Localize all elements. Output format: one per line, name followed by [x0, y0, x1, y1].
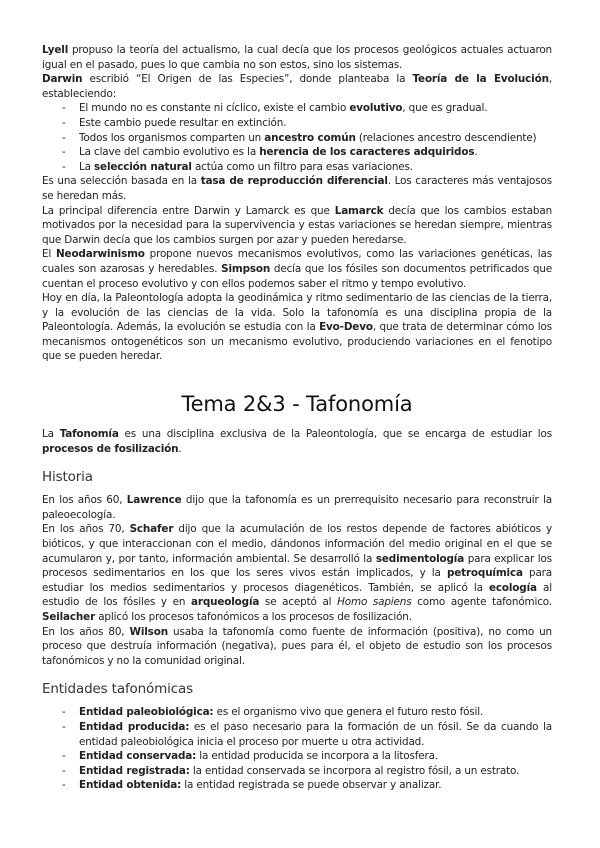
- list-item: - La selección natural actúa como un filtro para esas variaciones.: [42, 160, 552, 175]
- section-heading-historia: Historia: [42, 469, 93, 486]
- paragraph-anos-60: En los años 60, Lawrence dijo que la tafonomía es un prerrequisito necesario para reconstruir la paleoecología.: [42, 494, 552, 521]
- page-content: [42, 43, 552, 793]
- section-heading-entidades: Entidades tafonómicas: [42, 681, 194, 698]
- list-item: - Entidad paleobiológica: es el organismo vivo que genera el futuro resto fósil.: [42, 705, 552, 720]
- paragraph-seleccion: Es una selección basada en la tasa de reproducción diferencial. Los caracteres más ventajosos se heredan más.: [42, 175, 552, 202]
- list-item: - El mundo no es constante ni cíclico, existe el cambio evolutivo, que es gradual.: [42, 101, 552, 116]
- list-item: - Entidad producida: es el paso necesario para la formación de un fósil. Se da cuando la entidad paleobiológica inicia el proceso por muerte u otra actividad.: [42, 720, 552, 749]
- paragraph-anos-70: En los años 70, Schafer dijo que la acumulación de los restos depende de factores abióticos y bióticos, y que interaccionan con el medio, dándonos información del medio original en el que se acumularon y, por tanto, información ambiental. Se desarrolló la sedimentología para explicar los procesos sedimentarios en los que los seres vivos están implicados, y la petroquímica para estudiar los medios sedimentarios y procesos diagenéticos. También, se aplicó la ecología al estudio de los fósiles y en arqueología se aceptó al Homo sapiens como agente tafonómico. Seilacher aplicó los procesos tafonómicos a los procesos de fosilización.: [42, 523, 552, 623]
- paragraph-neodarwinismo: El Neodarwinismo propone nuevos mecanismos evolutivos, como las variaciones genéticas, las cuales son azarosas y heredables. Simpson decía que los fósiles son documentos petrificados que cuentan el proceso evolutivo y con ellos podemos saber el ritmo y tempo evolutivo.: [42, 248, 552, 290]
- entidades-list: [42, 705, 552, 793]
- paragraph-darwin: Darwin escribió “El Origen de las Especies”, donde planteaba la Teoría de la Evolución, estableciendo:: [42, 73, 552, 100]
- list-item: - Todos los organismos comparten un ancestro común (relaciones ancestro descendiente): [42, 131, 552, 146]
- page-title: Tema 2&3 - Tafonomía: [181, 392, 413, 417]
- paragraph-hoy: Hoy en día, la Paleontología adopta la geodinámica y ritmo sedimentario de las ciencias de la tierra, y la evolución de las ciencias de la vida. Solo la tafonomía es una disciplina propia de la Paleontología. Además, la evolución se estudia con la Evo-Devo, que trata de determinar cómo los mecanismos ontogenéticos son un mecanismo evolutivo, produciendo variaciones en el fenotipo que se pueden heredar.: [42, 292, 552, 363]
- paragraph-tafonomia: La Tafonomía es una disciplina exclusiva de la Paleontología, que se encarga de estudiar los procesos de fosilización.: [42, 428, 553, 455]
- list-item: - Entidad registrada: la entidad conservada se incorpora al registro fósil, a un estrato.: [42, 764, 552, 779]
- list-item: - La clave del cambio evolutivo es la herencia de los caracteres adquiridos.: [42, 145, 552, 160]
- list-item: - Entidad conservada: la entidad producida se incorpora a la litosfera.: [42, 749, 552, 764]
- list-item: - Entidad obtenida: la entidad registrada se puede observar y analizar.: [42, 778, 552, 793]
- paragraph-lamarck: La principal diferencia entre Darwin y Lamarck es que Lamarck decía que los cambios estaban motivados por la necesidad para la supervivencia y estas variaciones se heredan siempre, mientras que Darwin decía que los cambios surgen por azar y pueden heredarse.: [42, 204, 553, 246]
- paragraph-lyell: Lyell propuso la teoría del actualismo, la cual decía que los procesos geológicos actuales actuaron igual en el pasado, pues lo que cambia no son estos, sino los sistemas.: [42, 44, 552, 71]
- darwin-list: [42, 101, 552, 174]
- list-item: - Este cambio puede resultar en extinción.: [42, 116, 552, 131]
- paragraph-anos-80: En los años 80, Wilson usaba la tafonomía como fuente de información (positiva), no como un proceso que destruía información (negativa), pues para él, el objeto de estudio son los procesos tafonómicos y no la comunidad original.: [42, 625, 552, 667]
